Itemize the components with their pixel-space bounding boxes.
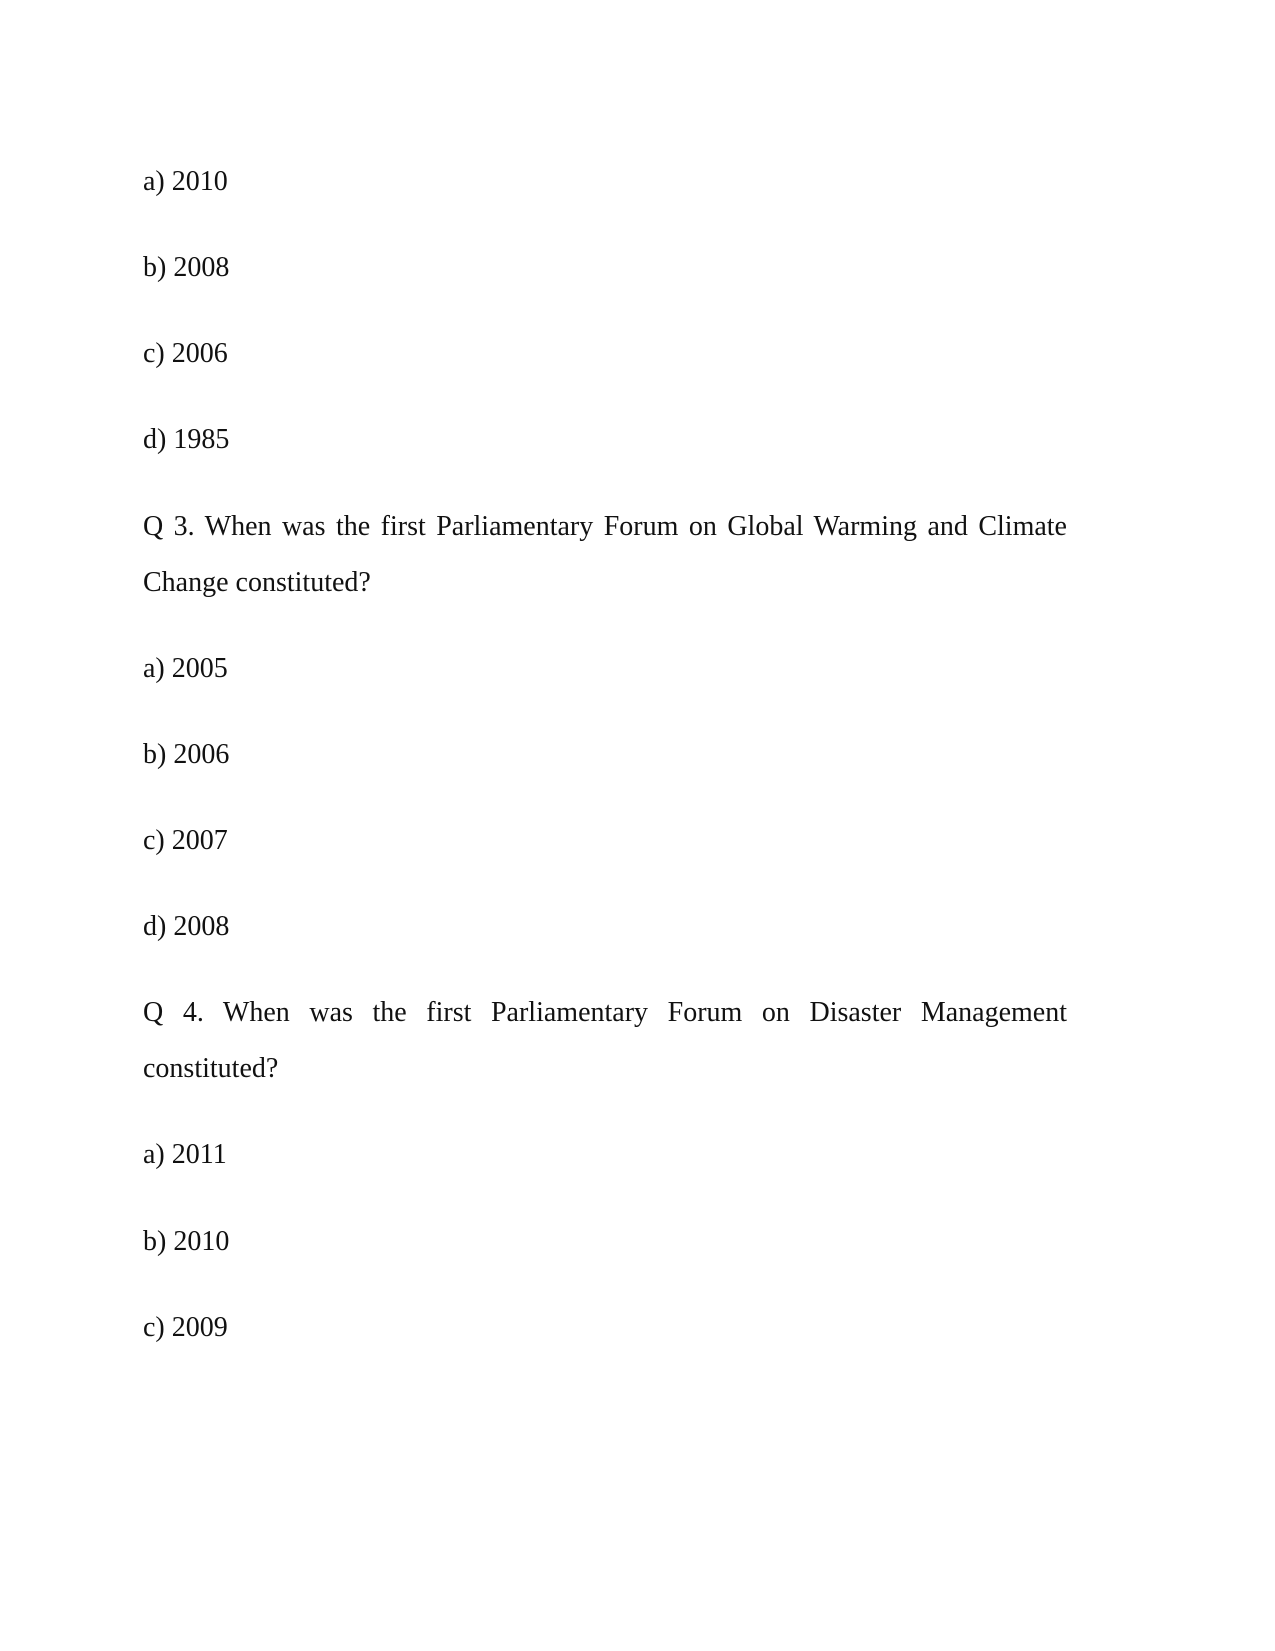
q4-question-line2: constituted?: [143, 1053, 279, 1084]
q2-option-d: d) 1985: [143, 424, 230, 455]
q3-option-a: a) 2005: [143, 653, 228, 684]
q2-option-c: c) 2006: [143, 338, 228, 369]
q2-option-a: a) 2010: [143, 166, 228, 197]
q3-option-c: c) 2007: [143, 825, 228, 856]
q4-option-b: b) 2010: [143, 1226, 230, 1257]
q3-question-line1: Q 3. When was the first Parliamentary Forum on Global Warming and Climate: [143, 511, 1067, 542]
q3-option-b: b) 2006: [143, 739, 230, 770]
q4-option-a: a) 2011: [143, 1139, 227, 1170]
q4-question-line1: Q 4. When was the first Parliamentary Forum on Disaster Management: [143, 997, 1067, 1028]
q2-option-b: b) 2008: [143, 252, 230, 283]
q4-option-c: c) 2009: [143, 1312, 228, 1343]
q3-question-line2: Change constituted?: [143, 567, 371, 598]
q3-option-d: d) 2008: [143, 911, 230, 942]
